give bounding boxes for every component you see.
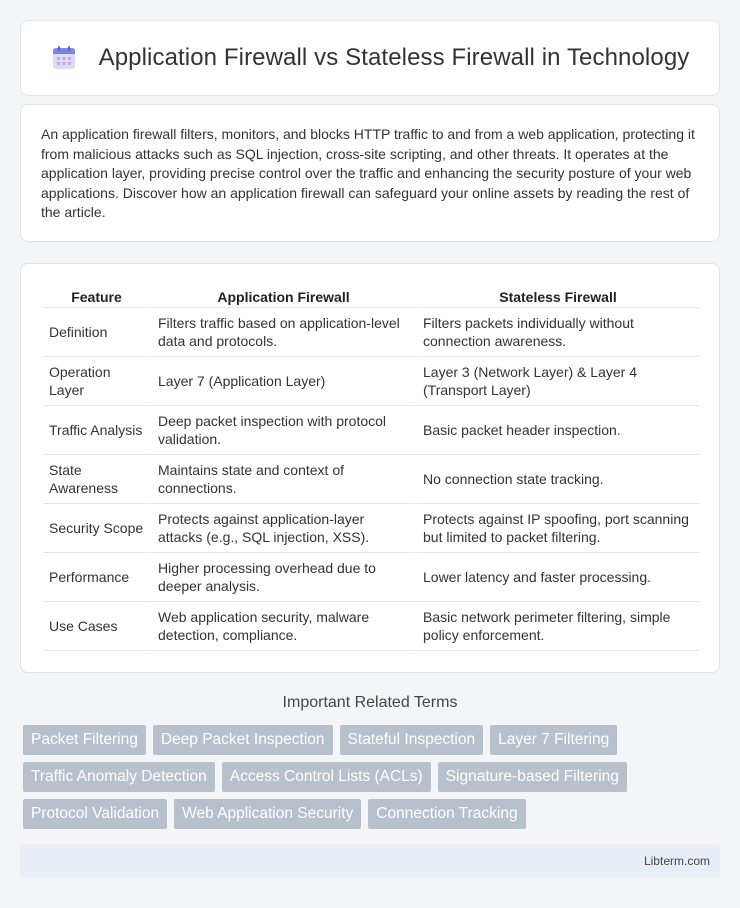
cell-stateless-firewall: Filters packets individually without connection awareness. [415, 308, 699, 357]
cell-application-firewall: Deep packet inspection with protocol validation. [150, 406, 415, 455]
tag-row [23, 762, 723, 792]
calendar-icon [51, 45, 77, 71]
table-row [43, 455, 699, 504]
page-title: Application Firewall vs Stateless Firewall in Technology [98, 44, 690, 71]
footer-site[interactable]: Libterm.com [643, 854, 710, 868]
cell-feature: Traffic Analysis [43, 406, 150, 455]
cell-feature: Use Cases [43, 602, 150, 651]
footer [20, 844, 720, 878]
cell-application-firewall: Layer 7 (Application Layer) [150, 357, 415, 406]
related-term-tag[interactable]: Deep Packet Inspection [153, 725, 333, 755]
title-card [20, 20, 720, 96]
header-stateless-firewall: Stateless Firewall [415, 285, 699, 308]
cell-application-firewall: Maintains state and context of connections. [150, 455, 415, 504]
related-terms-title: Important Related Terms [282, 694, 458, 711]
cell-feature: Security Scope [43, 504, 150, 553]
table-row [43, 553, 699, 602]
related-terms [23, 725, 723, 836]
table-row [43, 602, 699, 651]
related-term-tag[interactable]: Signature-based Filtering [438, 762, 627, 792]
related-term-tag[interactable]: Layer 7 Filtering [490, 725, 617, 755]
cell-stateless-firewall: Layer 3 (Network Layer) & Layer 4 (Transport Layer) [415, 357, 699, 406]
intro-text: An application firewall filters, monitors, and blocks HTTP traffic to and from a web application, protecting it from malicious attacks such as SQL injection, cross-site scripting, and other threats. It operates at the application layer, providing precise control over the traffic and enhancing the security posture of your web applications. Discover how an application firewall can safeguard your online assets by reading the rest of the article. [41, 126, 695, 221]
cell-stateless-firewall: Lower latency and faster processing. [415, 553, 699, 602]
cell-feature: State Awareness [43, 455, 150, 504]
table-header-row [43, 285, 699, 308]
cell-stateless-firewall: Protects against IP spoofing, port scanning but limited to packet filtering. [415, 504, 699, 553]
table-row [43, 504, 699, 553]
cell-application-firewall: Filters traffic based on application-level data and protocols. [150, 308, 415, 357]
cell-stateless-firewall: No connection state tracking. [415, 455, 699, 504]
comparison-table-card [20, 263, 720, 673]
intro-card [20, 104, 720, 242]
cell-application-firewall: Protects against application-layer attacks (e.g., SQL injection, XSS). [150, 504, 415, 553]
header-feature: Feature [43, 285, 150, 308]
related-term-tag[interactable]: Web Application Security [174, 799, 361, 829]
table-row [43, 406, 699, 455]
related-term-tag[interactable]: Traffic Anomaly Detection [23, 762, 215, 792]
related-term-tag[interactable]: Packet Filtering [23, 725, 146, 755]
related-term-tag[interactable]: Protocol Validation [23, 799, 167, 829]
related-term-tag[interactable]: Access Control Lists (ACLs) [222, 762, 431, 792]
header-application-firewall: Application Firewall [150, 285, 415, 308]
tag-row [23, 725, 723, 755]
table-row [43, 357, 699, 406]
cell-stateless-firewall: Basic network perimeter filtering, simple policy enforcement. [415, 602, 699, 651]
tag-row [23, 799, 723, 829]
comparison-table [43, 285, 699, 651]
cell-application-firewall: Higher processing overhead due to deeper analysis. [150, 553, 415, 602]
related-term-tag[interactable]: Stateful Inspection [340, 725, 484, 755]
related-term-tag[interactable]: Connection Tracking [368, 799, 525, 829]
table-row [43, 308, 699, 357]
cell-application-firewall: Web application security, malware detection, compliance. [150, 602, 415, 651]
cell-feature: Definition [43, 308, 150, 357]
cell-feature: Operation Layer [43, 357, 150, 406]
cell-feature: Performance [43, 553, 150, 602]
cell-stateless-firewall: Basic packet header inspection. [415, 406, 699, 455]
